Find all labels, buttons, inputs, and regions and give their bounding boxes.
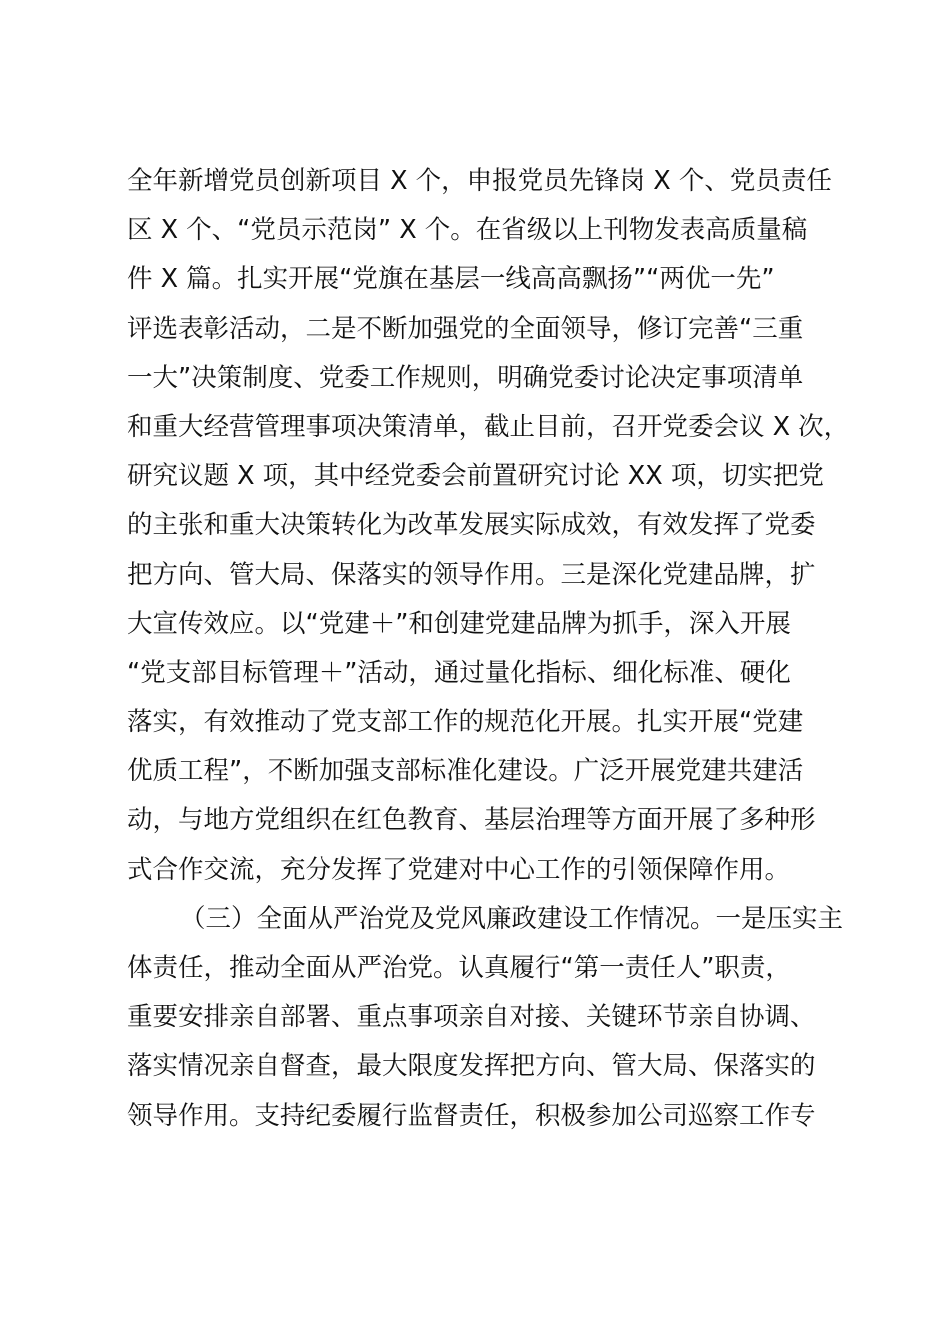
text-line: 优质工程”，不断加强支部标准化建设。广泛开展党建共建活 (127, 756, 804, 787)
text-line: 体责任，推动全面从严治党。认真履行“第一责任人”职责， (127, 953, 791, 983)
text-line: 件 X 篇。扎实开展“党旗在基层一线高高飘扬”“两优一先” (127, 264, 775, 295)
text-line: 一大”决策制度、党委工作规则，明确党委讨论决定事项清单 (127, 362, 804, 393)
text-line: 把方向、管大局、保落实的领导作用。三是深化党建品牌，扩 (127, 559, 816, 590)
text-line: 研究议题 X 项，其中经党委会前置研究讨论 XX 项，切实把党 (127, 461, 824, 492)
text-line: 动，与地方党组织在红色教育、基层治理等方面开展了多种形 (127, 805, 816, 836)
text-line: 评选表彰活动，二是不断加强党的全面领导，修订完善“三重 (127, 313, 804, 344)
text-line: 落实，有效推动了党支部工作的规范化开展。扎实开展“党建 (127, 707, 804, 738)
body-text (127, 157, 867, 1141)
text-line: 大宣传效应。以“党建＋”和创建党建品牌为抓手，深入开展 (127, 608, 791, 639)
text-line: 和重大经营管理事项决策清单，截止目前，召开党委会议 X 次， (127, 411, 850, 442)
text-line: 重要安排亲自部署、重点事项亲自对接、关键环节亲自协调、 (127, 1002, 816, 1033)
text-line: “党支部目标管理＋”活动，通过量化指标、细化标准、硬化 (127, 657, 791, 688)
text-line: 的主张和重大决策转化为改革发展实际成效，有效发挥了党委 (127, 510, 816, 541)
text-line: 全年新增党员创新项目 X 个，申报党员先锋岗 X 个、党员责任 (127, 166, 832, 196)
text-line: 领导作用。支持纪委履行监督责任，积极参加公司巡察工作专 (127, 1100, 816, 1131)
text-line: 式合作交流，充分发挥了党建对中心工作的引领保障作用。 (127, 854, 791, 885)
text-line: 落实情况亲自督查，最大限度发挥把方向、管大局、保落实的 (127, 1051, 816, 1082)
text-line: 区 X 个、“党员示范岗” X 个。在省级以上刊物发表高质量稿 (127, 215, 808, 246)
section-heading-line: （三）全面从严治党及党风廉政建设工作情况。一是压实主 (180, 903, 844, 934)
